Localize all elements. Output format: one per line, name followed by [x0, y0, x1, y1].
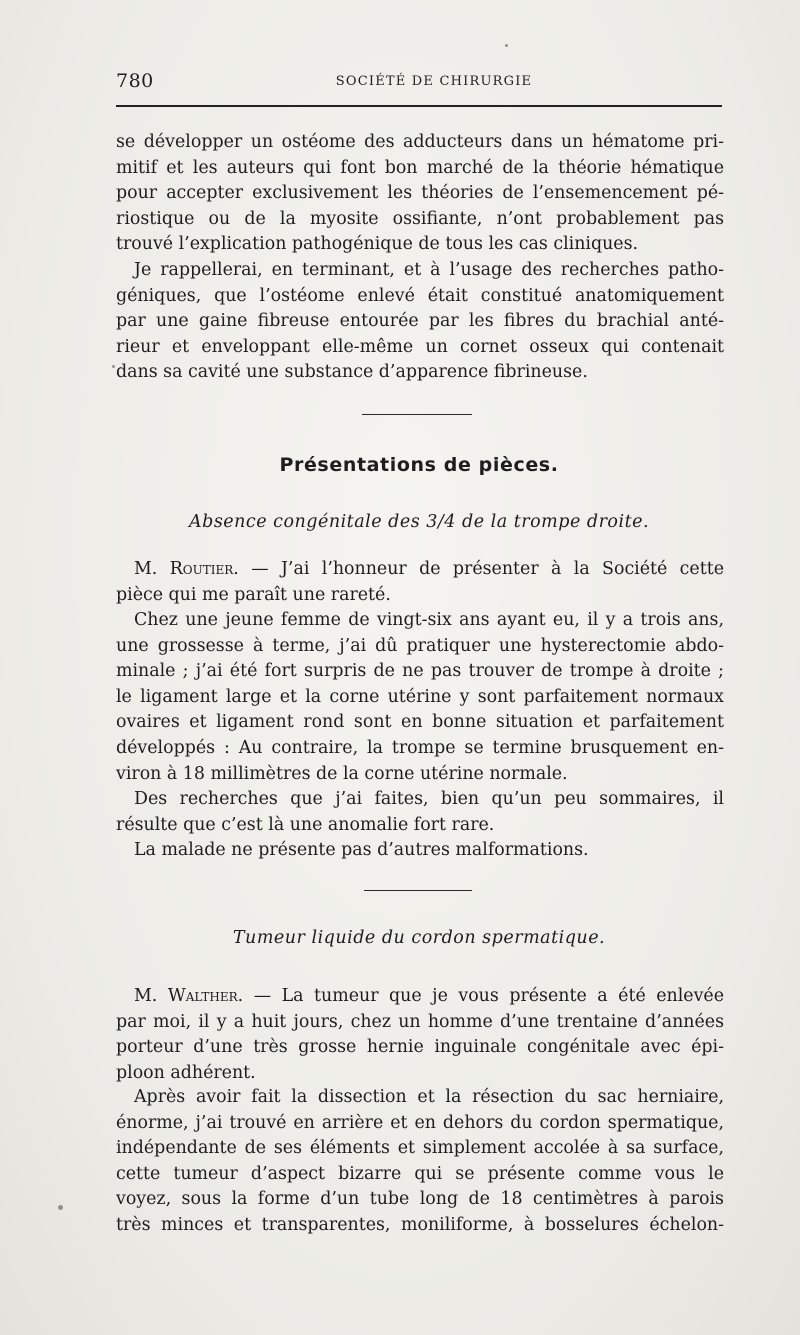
text-line: très minces et transparentes, moniliforme, à bosselures échelon-: [116, 1214, 724, 1235]
page-number: 780: [116, 70, 154, 92]
text-line: Des recherches que j’ai faites, bien qu’un peu sommaires, il: [134, 789, 724, 809]
text-line: porteur d’une très grosse hernie inguinale congénitale avec épi-: [116, 1037, 724, 1058]
text-line: par moi, il y a huit jours, chez un homme d’une trentaine d’années: [116, 1011, 724, 1032]
text-line: par une gaine fibreuse entourée par les fibres du brachial anté-: [116, 311, 724, 332]
presentation-title: Absence congénitale des 3/4 de la trompe droite.: [188, 512, 650, 532]
text-line: minale ; j’ai été fort surpris de ne pas trouver de trompe à droite ;: [116, 661, 724, 682]
paper-speck: [58, 1205, 63, 1210]
speaker-name: M. Walther.: [134, 986, 244, 1006]
text-line: se développer un ostéome des adducteurs dans un hématome pri-: [116, 132, 724, 152]
text-line: ploon adhérent.: [116, 1062, 256, 1083]
text-line: [116, 984, 724, 1010]
text-line: rieur et enveloppant elle-même un cornet osseux qui contenait: [116, 336, 724, 357]
paper-speck: [505, 44, 508, 47]
paragraph: [116, 1085, 724, 1239]
header-rule: [116, 105, 722, 107]
text-line: le ligament large et la corne utérine y sont parfaitement normaux: [116, 686, 724, 707]
text-line: ovaires et ligament rond sont en bonne situation et parfaitement: [116, 712, 724, 733]
running-head: SOCIÉTÉ DE CHIRURGIE: [335, 74, 533, 89]
section-title: Présentations de pièces.: [279, 454, 559, 476]
text-line: pour accepter exclusivement les théories de l’ensemencement pé-: [116, 183, 724, 204]
speaker-text: — La tumeur que je vous présente a été enlevée: [243, 986, 725, 1006]
text-line: Après avoir fait la dissection et la résection du sac herniaire,: [134, 1087, 724, 1107]
text-line: trouvé l’explication pathogénique de tous les cas cliniques.: [116, 234, 639, 255]
text-line: développés : Au contraire, la trompe se termine brusquement en-: [116, 737, 724, 758]
speaker-name: M. Routier.: [134, 559, 239, 579]
text-line: dans sa cavité une substance d’apparence fibrineuse.: [116, 362, 588, 383]
text-line: géniques, que l’ostéome enlevé était constitué anatomiquement: [116, 285, 724, 306]
text-line: cette tumeur d’aspect bizarre qui se présente comme vous le: [116, 1163, 724, 1184]
paragraph: [116, 787, 724, 838]
text-line: indépendante de ses éléments et simplement accolée à sa surface,: [116, 1138, 724, 1159]
speaker-paragraph: [116, 984, 724, 1086]
paragraph: [116, 838, 724, 864]
text-line: énorme, j’ai trouvé en arrière et en dehors du cordon spermatique,: [116, 1112, 724, 1133]
speaker-text: — J’ai l’honneur de présenter à la Société cette: [238, 559, 724, 579]
text-line: pièce qui me paraît une rareté.: [116, 584, 391, 605]
text-line: viron à 18 millimètres de la corne utérine normale.: [116, 763, 568, 784]
section-separator: [362, 414, 472, 415]
text-line: La malade ne présente pas d’autres malformations.: [134, 840, 589, 860]
paragraph-conclusion: [116, 258, 724, 386]
section-separator: [364, 890, 472, 891]
text-line: riostique ou de la myosite ossifiante, n’ont probablement pas: [116, 208, 724, 229]
paragraph-continuation: [116, 130, 724, 258]
text-line: voyez, sous la forme d’un tube long de 18 centimètres à parois: [116, 1189, 724, 1210]
text-line: mitif et les auteurs qui font bon marché de la théorie hématique: [116, 157, 724, 178]
text-line: une grossesse à terme, j’ai dû pratiquer une hysterectomie abdo-: [116, 635, 724, 656]
text-line: Chez une jeune femme de vingt-six ans ayant eu, il y a trois ans,: [134, 610, 724, 630]
speaker-paragraph: [116, 557, 724, 608]
text-line: Je rappellerai, en terminant, et à l’usage des recherches patho-: [134, 260, 724, 280]
text-line: résulte que c’est là une anomalie fort rare.: [116, 814, 495, 835]
text-line: [116, 557, 724, 583]
presentation-title: Tumeur liquide du cordon spermatique.: [232, 928, 606, 948]
page-header: [116, 70, 722, 100]
paper-speck: [112, 365, 115, 368]
paragraph: [116, 608, 724, 787]
